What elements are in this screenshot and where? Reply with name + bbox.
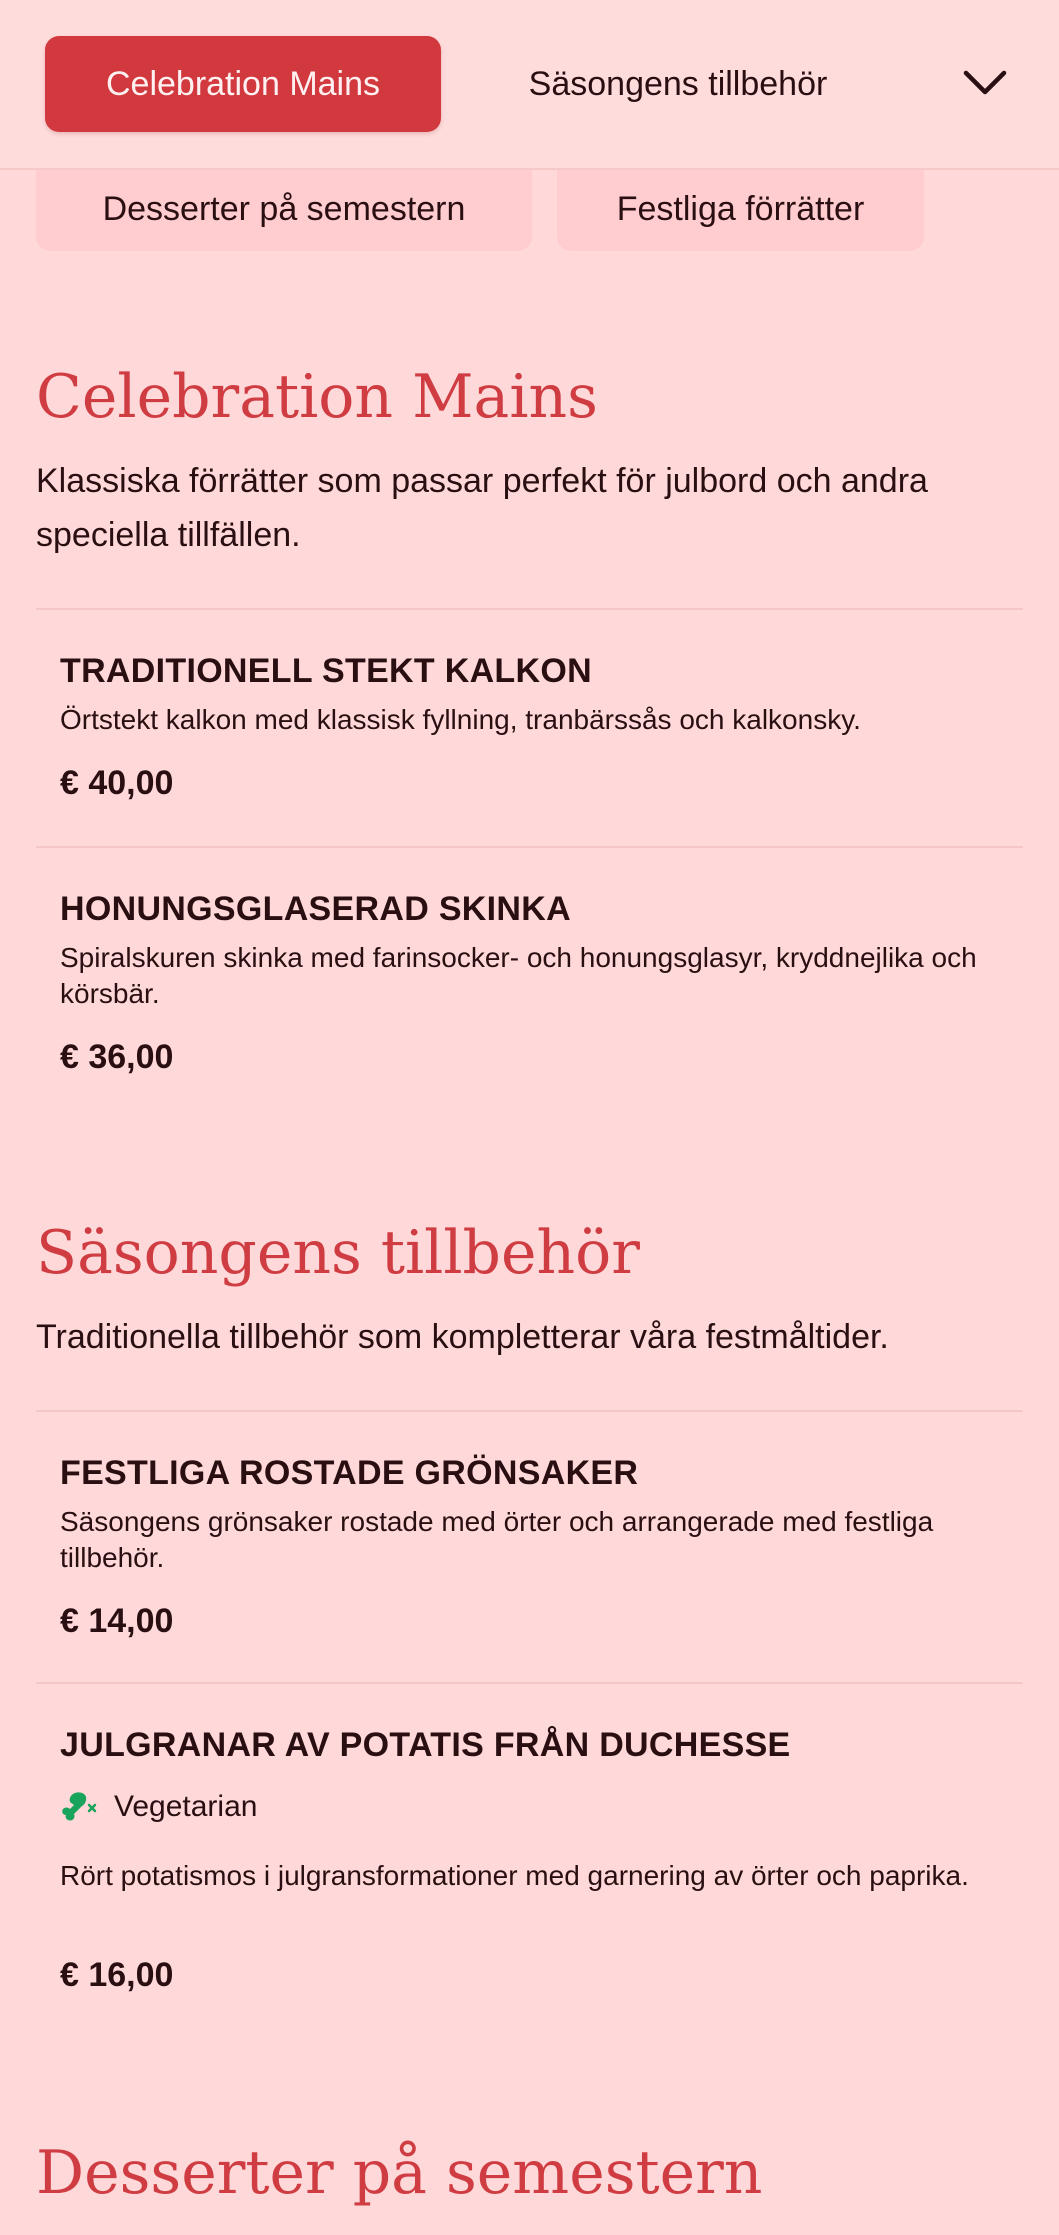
dietary-badge [60, 1788, 257, 1826]
menu-item-name: JULGRANAR AV POTATIS FRÅN DUCHESSE [60, 1726, 791, 1764]
section-title: Celebration Mains [36, 362, 598, 432]
section-description: Traditionella tillbehör som kompletterar våra festmåltider. [36, 1318, 889, 1356]
menu-item-description: Spiralskuren skinka med farinsocker- och honungsglasyr, kryddnejlika och körsbär. [60, 942, 977, 1009]
menu-item-name: TRADITIONELL STEKT KALKON [60, 652, 592, 690]
section-desserter-pa-semestern [36, 2138, 1023, 2208]
section-celebration-mains [36, 362, 1023, 562]
menu-item-price: € 36,00 [60, 1038, 174, 1076]
badge-label: Vegetarian [114, 1790, 258, 1823]
section-sasongens-tillbehor [36, 1218, 1023, 1364]
menu-item[interactable] [36, 846, 1023, 1118]
category-nav [0, 0, 1059, 170]
menu-item-name: FESTLIGA ROSTADE GRÖNSAKER [60, 1454, 639, 1492]
tab-sasongens-tillbehor[interactable]: Säsongens tillbehör [528, 64, 828, 103]
chevron-down-icon[interactable] [960, 60, 1010, 106]
menu-item[interactable] [36, 1410, 1023, 1684]
vegetarian-leg-icon [60, 1788, 100, 1826]
tab-desserter-pa-semestern[interactable]: Desserter på semestern [36, 168, 532, 251]
section-description: Klassiska förrätter som passar perfekt för julbord och andra speciella tillfällen. [36, 462, 928, 554]
tab-celebration-mains[interactable]: Celebration Mains [45, 36, 441, 132]
menu-item-price: € 40,00 [60, 764, 174, 802]
menu-item-price: € 14,00 [60, 1602, 174, 1640]
menu-item-price: € 16,00 [60, 1956, 174, 1994]
menu-item-description: Säsongens grönsaker rostade med örter och arrangerade med festliga tillbehör. [60, 1506, 934, 1573]
menu-item[interactable] [36, 608, 1023, 848]
menu-item-description: Örtstekt kalkon med klassisk fyllning, tranbärssås och kalkonsky. [60, 704, 861, 735]
section-title: Desserter på semestern [36, 2138, 763, 2208]
section-title: Säsongens tillbehör [36, 1218, 640, 1288]
menu-item-name: HONUNGSGLASERAD SKINKA [60, 890, 571, 928]
menu-item-description: Rört potatismos i julgransformationer med garnering av örter och paprika. [60, 1860, 969, 1891]
tab-festliga-forratter[interactable]: Festliga förrätter [557, 168, 924, 251]
menu-item[interactable] [36, 1682, 1023, 2014]
